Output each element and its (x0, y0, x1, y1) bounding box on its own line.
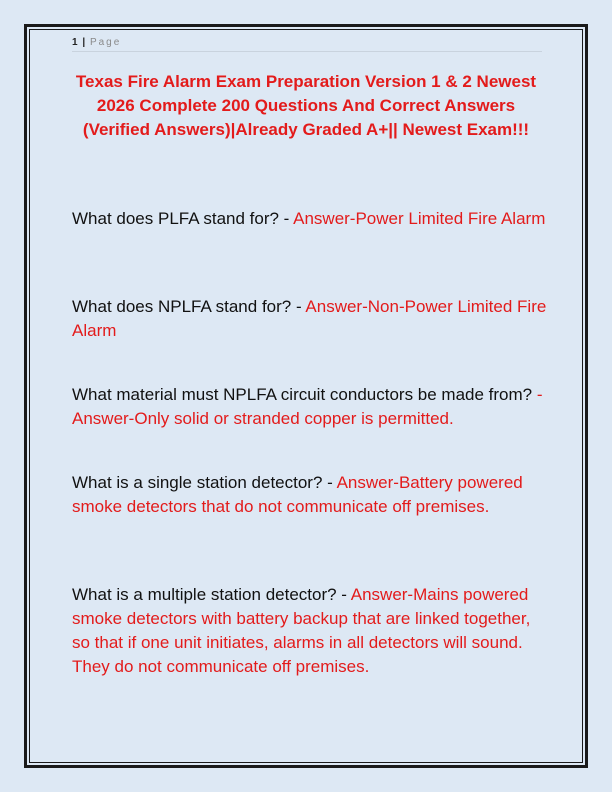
qa-item (72, 471, 548, 519)
answer-text: Answer-Power Limited Fire Alarm (293, 209, 546, 228)
question-text: What does NPLFA stand for? - (72, 297, 306, 316)
page-header (72, 36, 542, 52)
document-title: Texas Fire Alarm Exam Preparation Version 1 & 2 Newest 2026 Complete 200 Questions And Correct Answers (Verified Answers)|Already Graded A+|| Newest Exam!!! (75, 72, 537, 139)
answer-text: Answer-Battery powered smoke detectors that do not communicate off premises. (72, 473, 523, 516)
header-separator: | (82, 37, 86, 48)
answer-text: Answer-Mains powered smoke detectors with battery backup that are linked together, so that if one unit initiates, alarms in all detectors will sound. They do not communicate off premises. (72, 585, 531, 676)
question-text: What is a single station detector? - (72, 473, 337, 492)
page-number: 1 (72, 37, 78, 48)
qa-item (72, 295, 548, 343)
answer-text: - Answer-Only solid or stranded copper is permitted. (72, 385, 543, 428)
question-text: What material must NPLFA circuit conductors be made from? (72, 385, 537, 404)
question-text: What is a multiple station detector? - (72, 585, 351, 604)
page-label: Page (89, 37, 122, 48)
qa-item (72, 383, 548, 431)
qa-item (72, 207, 548, 231)
question-text: What does PLFA stand for? - (72, 209, 294, 228)
qa-item (72, 583, 548, 679)
answer-text: Answer-Non-Power Limited Fire Alarm (72, 297, 547, 340)
